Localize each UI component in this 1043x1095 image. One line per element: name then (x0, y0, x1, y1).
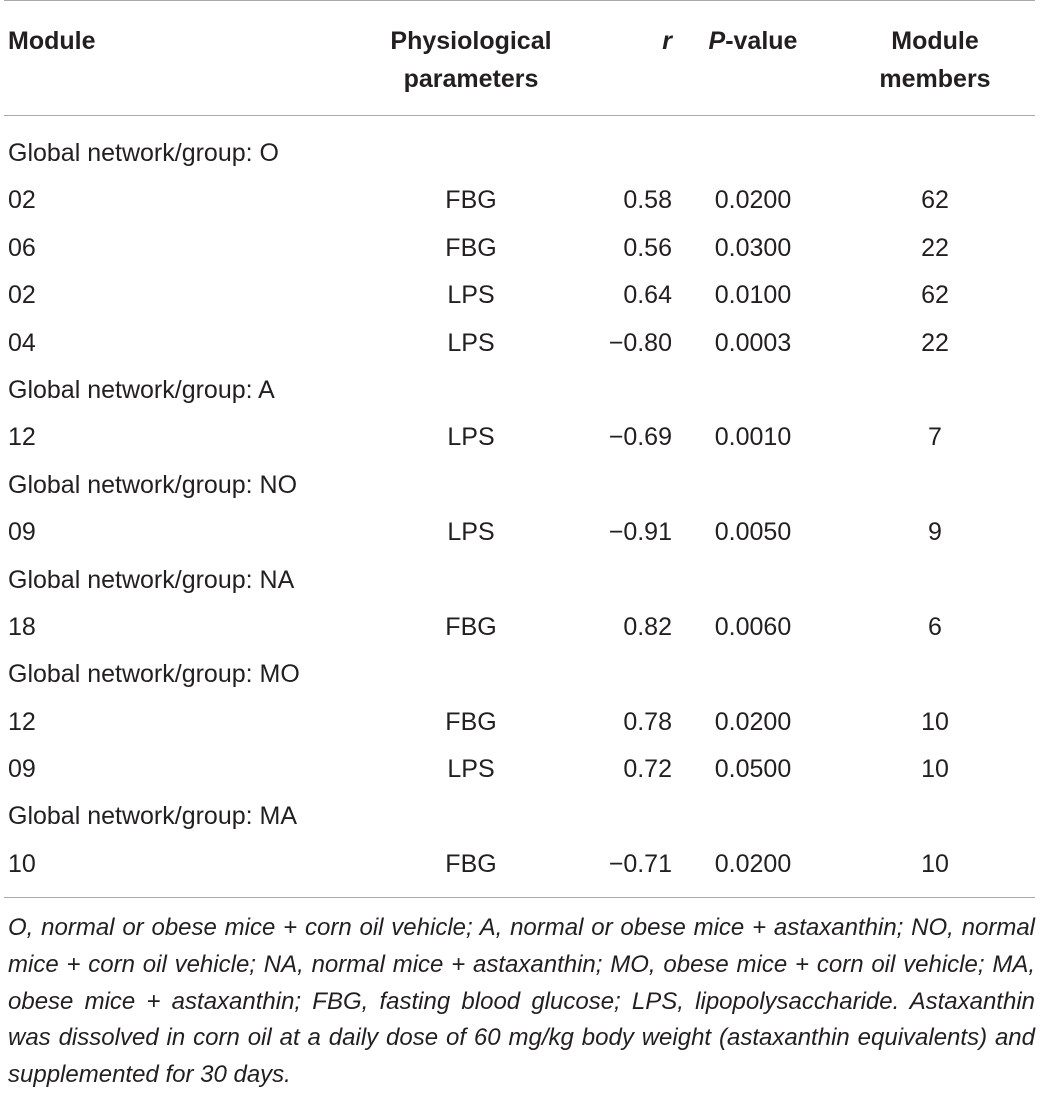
parameter-cell: FBG (445, 612, 497, 641)
table-row (0, 177, 1043, 224)
members-cell: 22 (921, 233, 949, 262)
group-label: Global network/group: MO (8, 660, 300, 689)
table-row (0, 841, 1043, 888)
header-module-members (855, 22, 1015, 98)
group-label: Global network/group: NO (8, 470, 298, 499)
table-row (0, 272, 1043, 319)
parameter-cell: LPS (447, 423, 495, 452)
header-members-line1: Module (891, 27, 979, 55)
parameter-cell: FBG (445, 707, 497, 736)
p-value-cell: 0.0300 (714, 233, 792, 262)
parameter-cell: FBG (445, 186, 497, 215)
module-cell: 04 (8, 328, 36, 357)
p-value-cell: 0.0003 (714, 328, 792, 357)
table-row (0, 746, 1043, 793)
header-physiological-line1: Physiological (390, 27, 552, 55)
members-cell: 6 (928, 612, 942, 641)
header-members-line2: members (879, 65, 991, 93)
p-value-cell: 0.0010 (714, 423, 792, 452)
group-label: Global network/group: A (8, 375, 275, 404)
table-row (0, 320, 1043, 367)
r-cell: 0.56 (623, 233, 672, 262)
group-label: Global network/group: NA (8, 565, 295, 594)
group-row (0, 462, 1043, 509)
parameter-cell: LPS (447, 518, 495, 547)
parameter-cell: LPS (447, 328, 495, 357)
module-cell: 02 (8, 281, 36, 310)
bottom-rule (4, 897, 1035, 898)
members-cell: 7 (928, 423, 942, 452)
header-rule (4, 115, 1035, 116)
table-body (0, 130, 1043, 888)
module-cell: 06 (8, 233, 36, 262)
p-value-cell: 0.0200 (714, 707, 792, 736)
r-cell: 0.82 (623, 612, 672, 641)
module-cell: 09 (8, 755, 36, 784)
members-cell: 62 (921, 281, 949, 310)
group-row (0, 793, 1043, 840)
module-cell: 12 (8, 707, 36, 736)
members-cell: 10 (921, 849, 949, 878)
members-cell: 62 (921, 186, 949, 215)
header-module: Module (8, 27, 96, 55)
p-value-cell: 0.0050 (714, 518, 792, 547)
p-value-cell: 0.0200 (714, 849, 792, 878)
r-cell: −0.71 (608, 849, 672, 878)
parameter-cell: FBG (445, 849, 497, 878)
module-cell: 18 (8, 612, 36, 641)
header-p-italic: P (708, 27, 726, 55)
table-row (0, 509, 1043, 556)
table-header (0, 22, 1043, 102)
header-p-rest: -value (725, 27, 798, 55)
r-cell: −0.69 (608, 423, 672, 452)
group-label: Global network/group: O (8, 139, 279, 167)
parameter-cell: FBG (445, 233, 497, 262)
p-value-cell: 0.0500 (714, 755, 792, 784)
r-cell: −0.80 (608, 328, 672, 357)
header-physiological-parameters (376, 22, 566, 98)
module-cell: 12 (8, 423, 36, 452)
header-r: r (662, 27, 672, 55)
module-cell: 10 (8, 849, 36, 878)
members-cell: 10 (921, 755, 949, 784)
members-cell: 22 (921, 328, 949, 357)
p-value-cell: 0.0060 (714, 612, 792, 641)
module-cell: 09 (8, 518, 36, 547)
module-cell: 02 (8, 186, 36, 215)
r-cell: 0.64 (623, 281, 672, 310)
members-cell: 10 (921, 707, 949, 736)
header-physiological-line2: parameters (403, 65, 539, 93)
group-row (0, 367, 1043, 414)
r-cell: 0.58 (623, 186, 672, 215)
p-value-cell: 0.0100 (714, 281, 792, 310)
members-cell: 9 (928, 518, 942, 547)
header-p-value (698, 22, 808, 60)
group-row (0, 651, 1043, 698)
group-row (0, 557, 1043, 604)
group-label: Global network/group: MA (8, 802, 298, 831)
parameter-cell: LPS (447, 755, 495, 784)
p-value-cell: 0.0200 (714, 186, 792, 215)
table-footnote: O, normal or obese mice + corn oil vehicle; A, normal or obese mice + astaxanthin; NO, normal mice + corn oil vehicle; NA, normal mice + astaxanthin; MO, obese mice + corn oil vehicle; MA, obese mice + astaxanthin; FBG, fasting blood glucose; LPS, lipopolysaccharide. Astaxanthin was dissolved in corn oil at a daily dose of 60 mg/kg body weight (astaxanthin equivalents) and supplemented for 30 days. (8, 914, 1035, 1089)
table-row (0, 225, 1043, 272)
r-cell: −0.91 (608, 518, 672, 547)
group-row (0, 130, 1043, 177)
table-row (0, 699, 1043, 746)
r-cell: 0.78 (623, 707, 672, 736)
table-row (0, 414, 1043, 461)
parameter-cell: LPS (447, 281, 495, 310)
r-cell: 0.72 (623, 755, 672, 784)
top-rule (4, 0, 1035, 1)
table-row (0, 604, 1043, 651)
